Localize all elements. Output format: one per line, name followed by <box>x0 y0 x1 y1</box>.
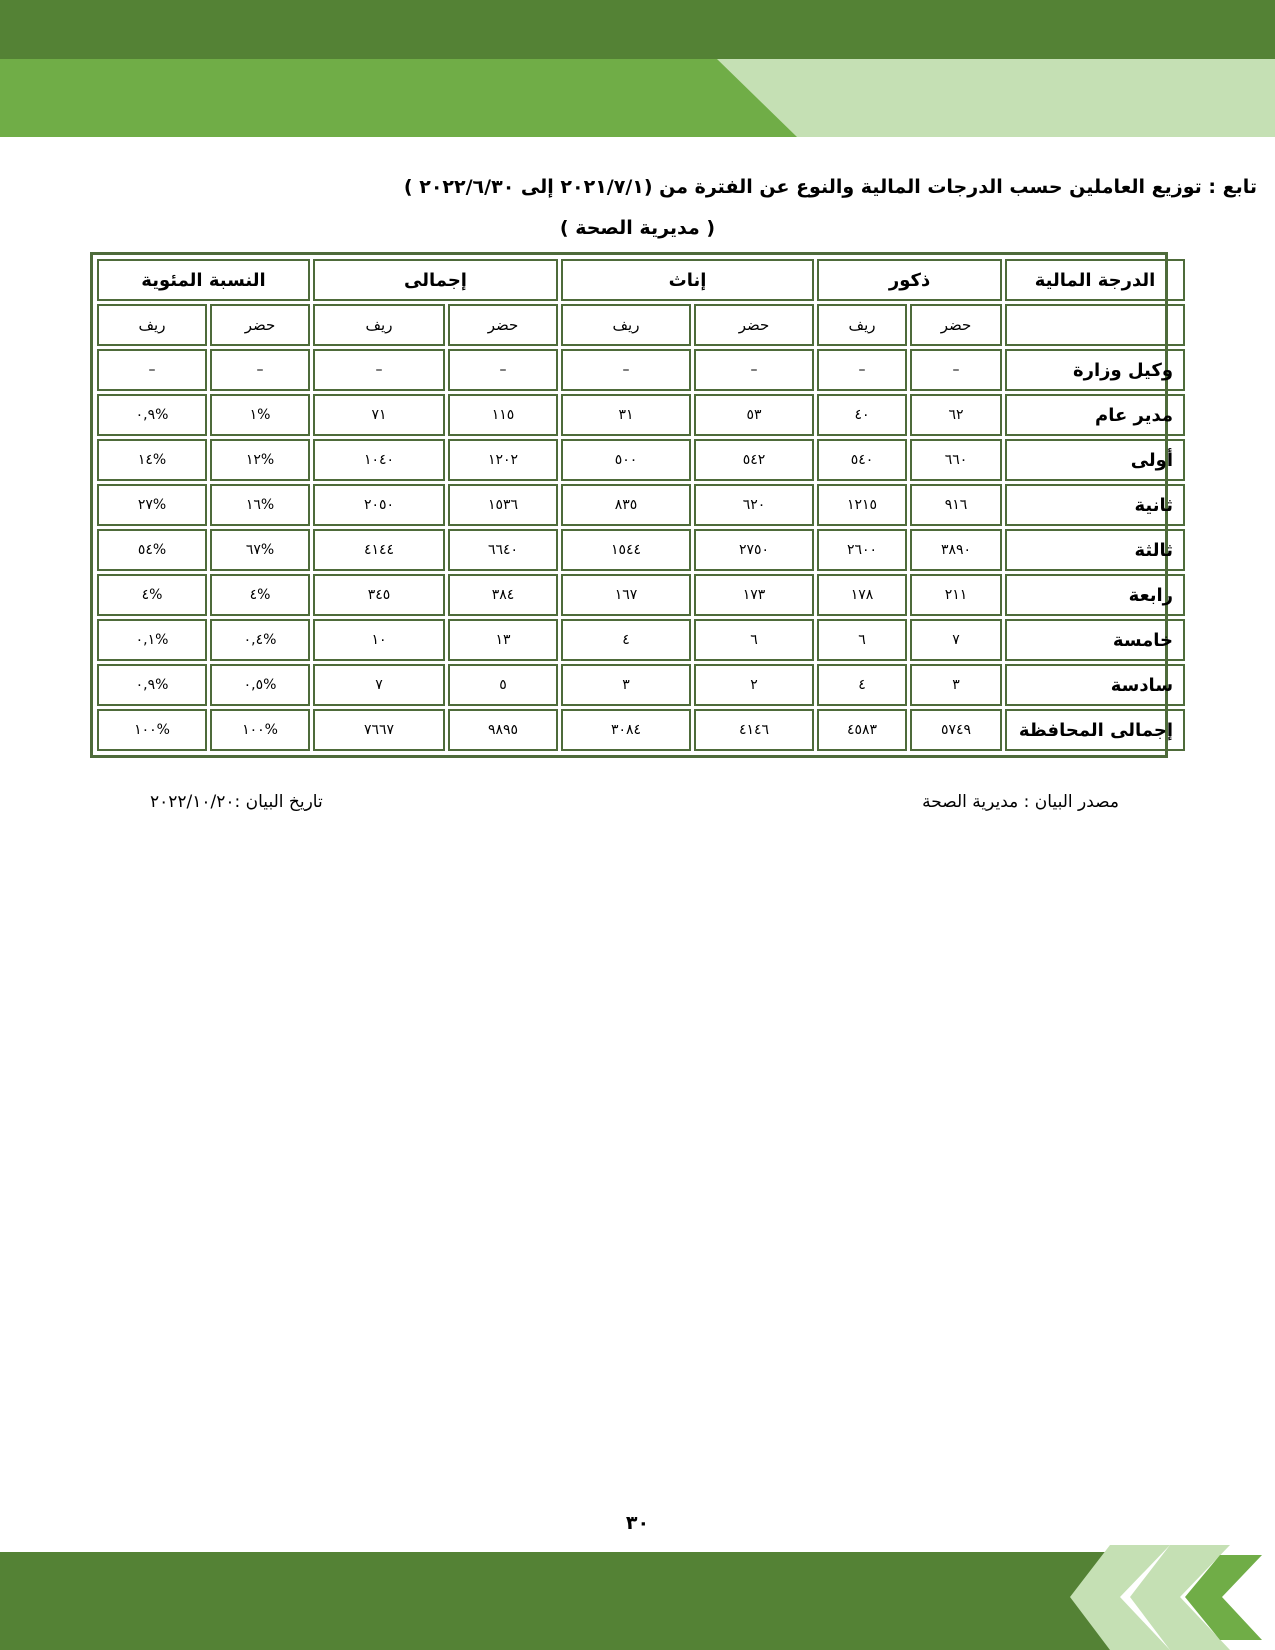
females-urban-cell: ٢٧٥٠ <box>694 529 814 571</box>
total-rural-cell: ٧١ <box>313 394 445 436</box>
total-urban-cell: ١٢٠٢ <box>448 439 558 481</box>
percent-urban-cell: %٦٧ <box>210 529 310 571</box>
table-row-total <box>97 709 1185 751</box>
females-rural-cell: ٤ <box>561 619 691 661</box>
females-urban-cell: ٢ <box>694 664 814 706</box>
percent-urban-cell: %١٠٠ <box>210 709 310 751</box>
page-number: ٣٠ <box>625 1512 650 1534</box>
total-rural-cell: ٧ <box>313 664 445 706</box>
data-source-note: مصدر البيان : مديرية الصحة <box>922 792 1119 812</box>
females-urban-cell: ٦٢٠ <box>694 484 814 526</box>
grade-cell: ثانية <box>1005 484 1185 526</box>
table-row <box>97 394 1185 436</box>
grades-table <box>94 256 1188 754</box>
total-urban-cell: ١١٥ <box>448 394 558 436</box>
total-urban-cell: ٣٨٤ <box>448 574 558 616</box>
total-rural-cell: – <box>313 349 445 391</box>
double-chevron-icon <box>1070 1545 1262 1650</box>
header-males: ذكور <box>817 259 1002 301</box>
header-sub-urban: حضر <box>448 304 558 346</box>
header-grade: الدرجة المالية <box>1005 259 1185 301</box>
grades-table-frame <box>90 252 1174 758</box>
percent-urban-cell: – <box>210 349 310 391</box>
percent-rural-cell: %٥٤ <box>97 529 207 571</box>
table-row <box>97 529 1185 571</box>
table-row <box>97 349 1185 391</box>
header-sub-rural: ريف <box>313 304 445 346</box>
females-urban-cell: ٤١٤٦ <box>694 709 814 751</box>
grade-cell: سادسة <box>1005 664 1185 706</box>
table-row <box>97 439 1185 481</box>
header-sub-urban: حضر <box>210 304 310 346</box>
table-row <box>97 484 1185 526</box>
header-sub-rural: ريف <box>561 304 691 346</box>
table-row <box>97 574 1185 616</box>
header-blank <box>1005 304 1185 346</box>
header-females: إناث <box>561 259 814 301</box>
header-sub-rural: ريف <box>97 304 207 346</box>
total-rural-cell: ٢٠٥٠ <box>313 484 445 526</box>
total-rural-cell: ٣٤٥ <box>313 574 445 616</box>
grade-cell: رابعة <box>1005 574 1185 616</box>
females-rural-cell: ٣١ <box>561 394 691 436</box>
males-rural-cell: ٤ <box>817 664 907 706</box>
percent-urban-cell: %٤ <box>210 574 310 616</box>
percent-rural-cell: %١٤ <box>97 439 207 481</box>
header-total: إجمالى <box>313 259 558 301</box>
males-rural-cell: ٢٦٠٠ <box>817 529 907 571</box>
grade-cell: خامسة <box>1005 619 1185 661</box>
percent-urban-cell: %١ <box>210 394 310 436</box>
females-rural-cell: – <box>561 349 691 391</box>
grade-cell: مدير عام <box>1005 394 1185 436</box>
table-row <box>97 664 1185 706</box>
females-urban-cell: ١٧٣ <box>694 574 814 616</box>
males-urban-cell: ٢١١ <box>910 574 1002 616</box>
percent-rural-cell: %٤ <box>97 574 207 616</box>
header-sub-rural: ريف <box>817 304 907 346</box>
females-urban-cell: ٥٣ <box>694 394 814 436</box>
females-rural-cell: ٥٠٠ <box>561 439 691 481</box>
total-rural-cell: ٧٦٦٧ <box>313 709 445 751</box>
males-urban-cell: ٦٦٠ <box>910 439 1002 481</box>
percent-urban-cell: %٠,٤ <box>210 619 310 661</box>
percent-urban-cell: %١٦ <box>210 484 310 526</box>
total-rural-cell: ٤١٤٤ <box>313 529 445 571</box>
females-rural-cell: ١٥٤٤ <box>561 529 691 571</box>
percent-rural-cell: %٠,٩ <box>97 664 207 706</box>
males-rural-cell: – <box>817 349 907 391</box>
header-row-groups <box>97 259 1185 301</box>
males-rural-cell: ٤٥٨٣ <box>817 709 907 751</box>
males-urban-cell: ٣ <box>910 664 1002 706</box>
females-rural-cell: ٣٠٨٤ <box>561 709 691 751</box>
percent-rural-cell: %٠,٩ <box>97 394 207 436</box>
grade-cell: أولى <box>1005 439 1185 481</box>
males-rural-cell: ١٢١٥ <box>817 484 907 526</box>
header-sub-urban: حضر <box>694 304 814 346</box>
header-row-sub <box>97 304 1185 346</box>
footer-band <box>0 1545 1275 1650</box>
males-urban-cell: ٣٨٩٠ <box>910 529 1002 571</box>
total-rural-cell: ١٠ <box>313 619 445 661</box>
percent-rural-cell: %٢٧ <box>97 484 207 526</box>
females-rural-cell: ٣ <box>561 664 691 706</box>
table-row <box>97 619 1185 661</box>
percent-urban-cell: %٠,٥ <box>210 664 310 706</box>
total-urban-cell: ٩٨٩٥ <box>448 709 558 751</box>
header-percent: النسبة المئوية <box>97 259 310 301</box>
males-rural-cell: ٥٤٠ <box>817 439 907 481</box>
percent-rural-cell: – <box>97 349 207 391</box>
males-rural-cell: ٦ <box>817 619 907 661</box>
males-urban-cell: ٧ <box>910 619 1002 661</box>
males-urban-cell: ٥٧٤٩ <box>910 709 1002 751</box>
grade-cell: وكيل وزارة <box>1005 349 1185 391</box>
females-rural-cell: ٨٣٥ <box>561 484 691 526</box>
grade-cell: إجمالى المحافظة <box>1005 709 1185 751</box>
males-rural-cell: ٤٠ <box>817 394 907 436</box>
report-title: تابع : توزيع العاملين حسب الدرجات المالية والنوع عن الفترة من (٢٠٢١/٧/١ إلى ٢٠٢٢/٦/٣٠ ) <box>403 176 1257 198</box>
females-rural-cell: ١٦٧ <box>561 574 691 616</box>
total-urban-cell: – <box>448 349 558 391</box>
percent-rural-cell: %١٠٠ <box>97 709 207 751</box>
percent-rural-cell: %٠,١ <box>97 619 207 661</box>
percent-urban-cell: %١٢ <box>210 439 310 481</box>
grade-cell: ثالثة <box>1005 529 1185 571</box>
total-urban-cell: ٥ <box>448 664 558 706</box>
header-band <box>0 0 1275 140</box>
data-date-note: تاريخ البيان :٢٠٢٢/١٠/٢٠ <box>150 792 323 812</box>
males-urban-cell: – <box>910 349 1002 391</box>
report-subtitle: ( مديرية الصحة ) <box>559 217 716 239</box>
females-urban-cell: – <box>694 349 814 391</box>
females-urban-cell: ٥٤٢ <box>694 439 814 481</box>
header-sub-urban: حضر <box>910 304 1002 346</box>
males-rural-cell: ١٧٨ <box>817 574 907 616</box>
total-urban-cell: ٦٦٤٠ <box>448 529 558 571</box>
males-urban-cell: ٦٢ <box>910 394 1002 436</box>
males-urban-cell: ٩١٦ <box>910 484 1002 526</box>
total-urban-cell: ١٥٣٦ <box>448 484 558 526</box>
total-rural-cell: ١٠٤٠ <box>313 439 445 481</box>
females-urban-cell: ٦ <box>694 619 814 661</box>
total-urban-cell: ١٣ <box>448 619 558 661</box>
